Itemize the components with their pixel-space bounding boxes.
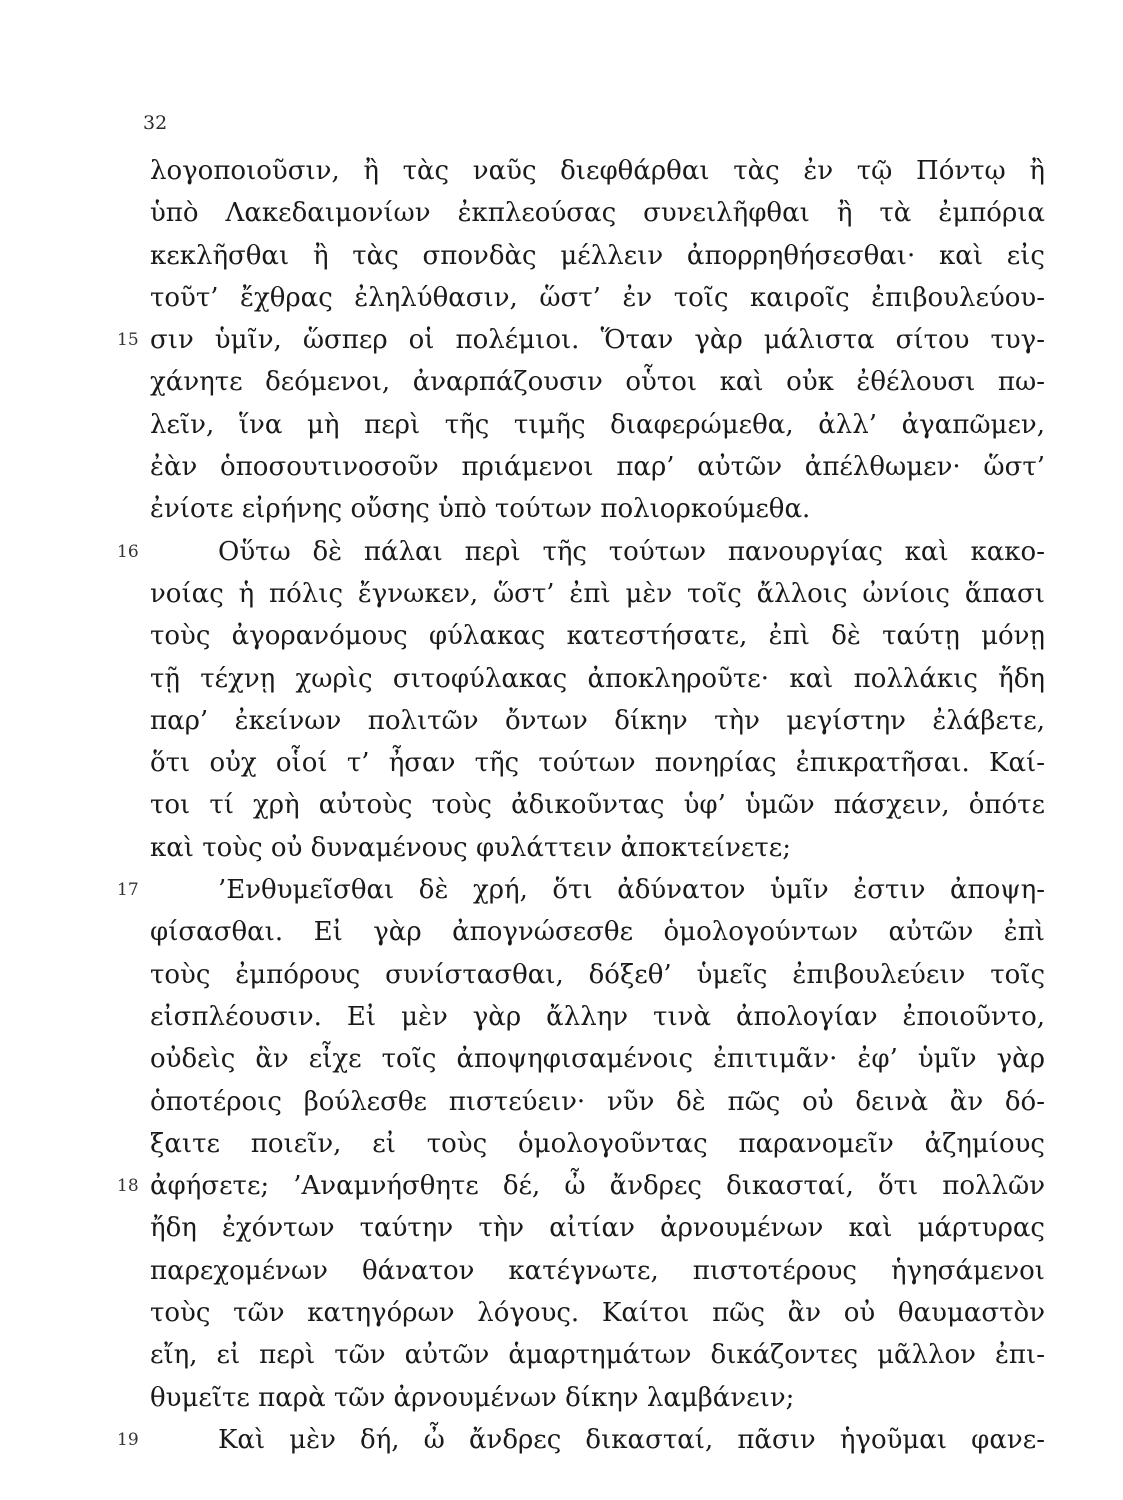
line-text: ἤδη ἐχόντων ταύτην τὴν αἰτίαν ἀρνουμένων καὶ μάρτυρας bbox=[150, 1213, 1045, 1244]
line-text: Οὕτω δὲ πάλαι περὶ τῆς τούτων πανουργίας καὶ κακο- bbox=[218, 536, 1045, 567]
text-line bbox=[150, 1292, 1045, 1334]
line-text: τοῦτ’ ἔχθρας ἐληλύθασιν, ὥστ’ ἐν τοῖς καιροῖς ἐπιβουλεύου- bbox=[150, 282, 1045, 313]
line-text: τοὺς ἐμπόρους συνίστασθαι, δόξεθ’ ὑμεῖς ἐπιβουλεύειν τοῖς bbox=[150, 959, 1045, 990]
section-number: 17 bbox=[117, 880, 139, 901]
line-text: ἀφήσετε; ’Αναμνήσθητε δέ, ὦ ἄνδρες δικασταί, ὅτι πολλῶν bbox=[150, 1171, 1045, 1202]
text-line bbox=[117, 869, 1045, 911]
text-line bbox=[150, 1250, 1045, 1292]
text-line bbox=[150, 954, 1045, 996]
line-text: Καὶ μὲν δή, ὦ ἄνδρες δικασταί, πᾶσιν ἡγοῦμαι φανε- bbox=[218, 1424, 1045, 1455]
text-line bbox=[150, 700, 1045, 742]
line-text: φίσασθαι. Εἰ γὰρ ἀπογνώσεσθε ὁμολογούντων αὐτῶν ἐπὶ bbox=[150, 917, 1045, 948]
line-text: εἰσπλέουσιν. Εἰ μὲν γὰρ ἄλλην τινὰ ἀπολογίαν ἐποιοῦντο, bbox=[150, 1001, 1045, 1032]
text-line bbox=[150, 488, 1045, 530]
text-line bbox=[117, 319, 1045, 361]
text-line bbox=[150, 1123, 1045, 1165]
line-text: ἐὰν ὁποσουτινοσοῦν πριάμενοι παρ’ αὐτῶν ἀπέλθωμεν· ὥστ’ bbox=[150, 452, 1045, 483]
text-line bbox=[150, 1038, 1045, 1080]
line-text: ξαιτε ποιεῖν, εἰ τοὺς ὁμολογοῦντας παρανομεῖν ἀζημίους bbox=[150, 1128, 1045, 1159]
text-line bbox=[150, 784, 1045, 826]
text-line bbox=[117, 1165, 1045, 1207]
text-line bbox=[150, 361, 1045, 403]
text-line bbox=[150, 1334, 1045, 1376]
text-line bbox=[150, 742, 1045, 784]
line-text: χάνητε δεόμενοι, ἀναρπάζουσιν οὗτοι καὶ οὐκ ἐθέλουσι πω- bbox=[150, 367, 1045, 398]
line-text: καὶ τοὺς οὐ δυναμένους φυλάττειν ἀποκτείνετε; bbox=[150, 832, 791, 863]
text-line bbox=[150, 192, 1045, 234]
line-text: οὐδεὶς ἂν εἶχε τοῖς ἀποψηφισαμένοις ἐπιτιμᾶν· ἐφ’ ὑμῖν γὰρ bbox=[150, 1044, 1045, 1075]
section-number: 18 bbox=[117, 1176, 139, 1197]
line-text: τοι τί χρὴ αὐτοὺς τοὺς ἀδικοῦντας ὑφ’ ὑμῶν πάσχειν, ὁπότε bbox=[150, 790, 1045, 821]
line-text: κεκλῆσθαι ἢ τὰς σπονδὰς μέλλειν ἀπορρηθήσεσθαι· καὶ εἰς bbox=[150, 240, 1045, 271]
text-line bbox=[150, 1081, 1045, 1123]
line-text: ὅτι οὐχ οἷοί τ’ ἦσαν τῆς τούτων πονηρίας ἐπικρατῆσαι. Καί- bbox=[150, 748, 1045, 779]
line-text: λεῖν, ἵνα μὴ περὶ τῆς τιμῆς διαφερώμεθα, ἀλλ’ ἀγαπῶμεν, bbox=[150, 409, 1045, 440]
text-line bbox=[150, 1207, 1045, 1249]
line-text: θυμεῖτε παρὰ τῶν ἀρνουμένων δίκην λαμβάνειν; bbox=[150, 1382, 795, 1413]
line-text: ’Ενθυμεῖσθαι δὲ χρή, ὅτι ἀδύνατον ὑμῖν ἐστιν ἀποψη- bbox=[218, 875, 1045, 906]
section-number: 19 bbox=[117, 1429, 139, 1450]
text-line bbox=[150, 911, 1045, 953]
line-text: τοὺς τῶν κατηγόρων λόγους. Καίτοι πῶς ἂν οὐ θαυμαστὸν bbox=[150, 1298, 1045, 1329]
text-line bbox=[150, 446, 1045, 488]
line-text: νοίας ἡ πόλις ἔγνωκεν, ὥστ’ ἐπὶ μὲν τοῖς ἄλλοις ὠνίοις ἅπασι bbox=[150, 578, 1045, 609]
text-line bbox=[150, 573, 1045, 615]
text-line bbox=[150, 996, 1045, 1038]
line-text: ἐνίοτε εἰρήνης οὔσης ὑπὸ τούτων πολιορκούμεθα. bbox=[150, 494, 811, 525]
line-text: παρ’ ἐκείνων πολιτῶν ὄντων δίκην τὴν μεγίστην ἐλάβετε, bbox=[150, 705, 1045, 736]
page-number: 32 bbox=[143, 112, 168, 134]
text-line bbox=[150, 277, 1045, 319]
text-line bbox=[117, 531, 1045, 573]
line-text: σιν ὑμῖν, ὥσπερ οἱ πολέμιοι. Ὅταν γὰρ μάλιστα σίτου τυγ- bbox=[150, 325, 1045, 356]
section-number: 15 bbox=[117, 330, 139, 351]
text-line bbox=[117, 1419, 1045, 1461]
line-text: λογοποιοῦσιν, ἢ τὰς ναῦς διεφθάρθαι τὰς ἐν τῷ Πόντῳ ἢ bbox=[150, 156, 1045, 186]
text-line bbox=[150, 658, 1045, 700]
text-line bbox=[150, 150, 1045, 192]
text-line bbox=[150, 615, 1045, 657]
line-text: εἴη, εἰ περὶ τῶν αὐτῶν ἁμαρτημάτων δικάζοντες μᾶλλον ἐπι- bbox=[150, 1340, 1045, 1371]
line-text: τῇ τέχνῃ χωρὶς σιτοφύλακας ἀποκληροῦτε· καὶ πολλάκις ἤδη bbox=[150, 663, 1045, 694]
line-text: τοὺς ἀγορανόμους φύλακας κατεστήσατε, ἐπὶ δὲ ταύτῃ μόνῃ bbox=[150, 621, 1045, 652]
text-line bbox=[150, 404, 1045, 446]
text-line bbox=[150, 1377, 1045, 1419]
section-number: 16 bbox=[117, 541, 139, 562]
body-text bbox=[117, 150, 1045, 1461]
text-line bbox=[150, 235, 1045, 277]
line-text: ὁποτέροις βούλεσθε πιστεύειν· νῦν δὲ πῶς οὐ δεινὰ ἂν δό- bbox=[150, 1086, 1045, 1117]
line-text: παρεχομένων θάνατον κατέγνωτε, πιστοτέρους ἡγησάμενοι bbox=[150, 1255, 1045, 1286]
text-line bbox=[150, 827, 1045, 869]
line-text: ὑπὸ Λακεδαιμονίων ἐκπλεούσας συνειλῆφθαι ἢ τὰ ἐμπόρια bbox=[150, 198, 1045, 229]
